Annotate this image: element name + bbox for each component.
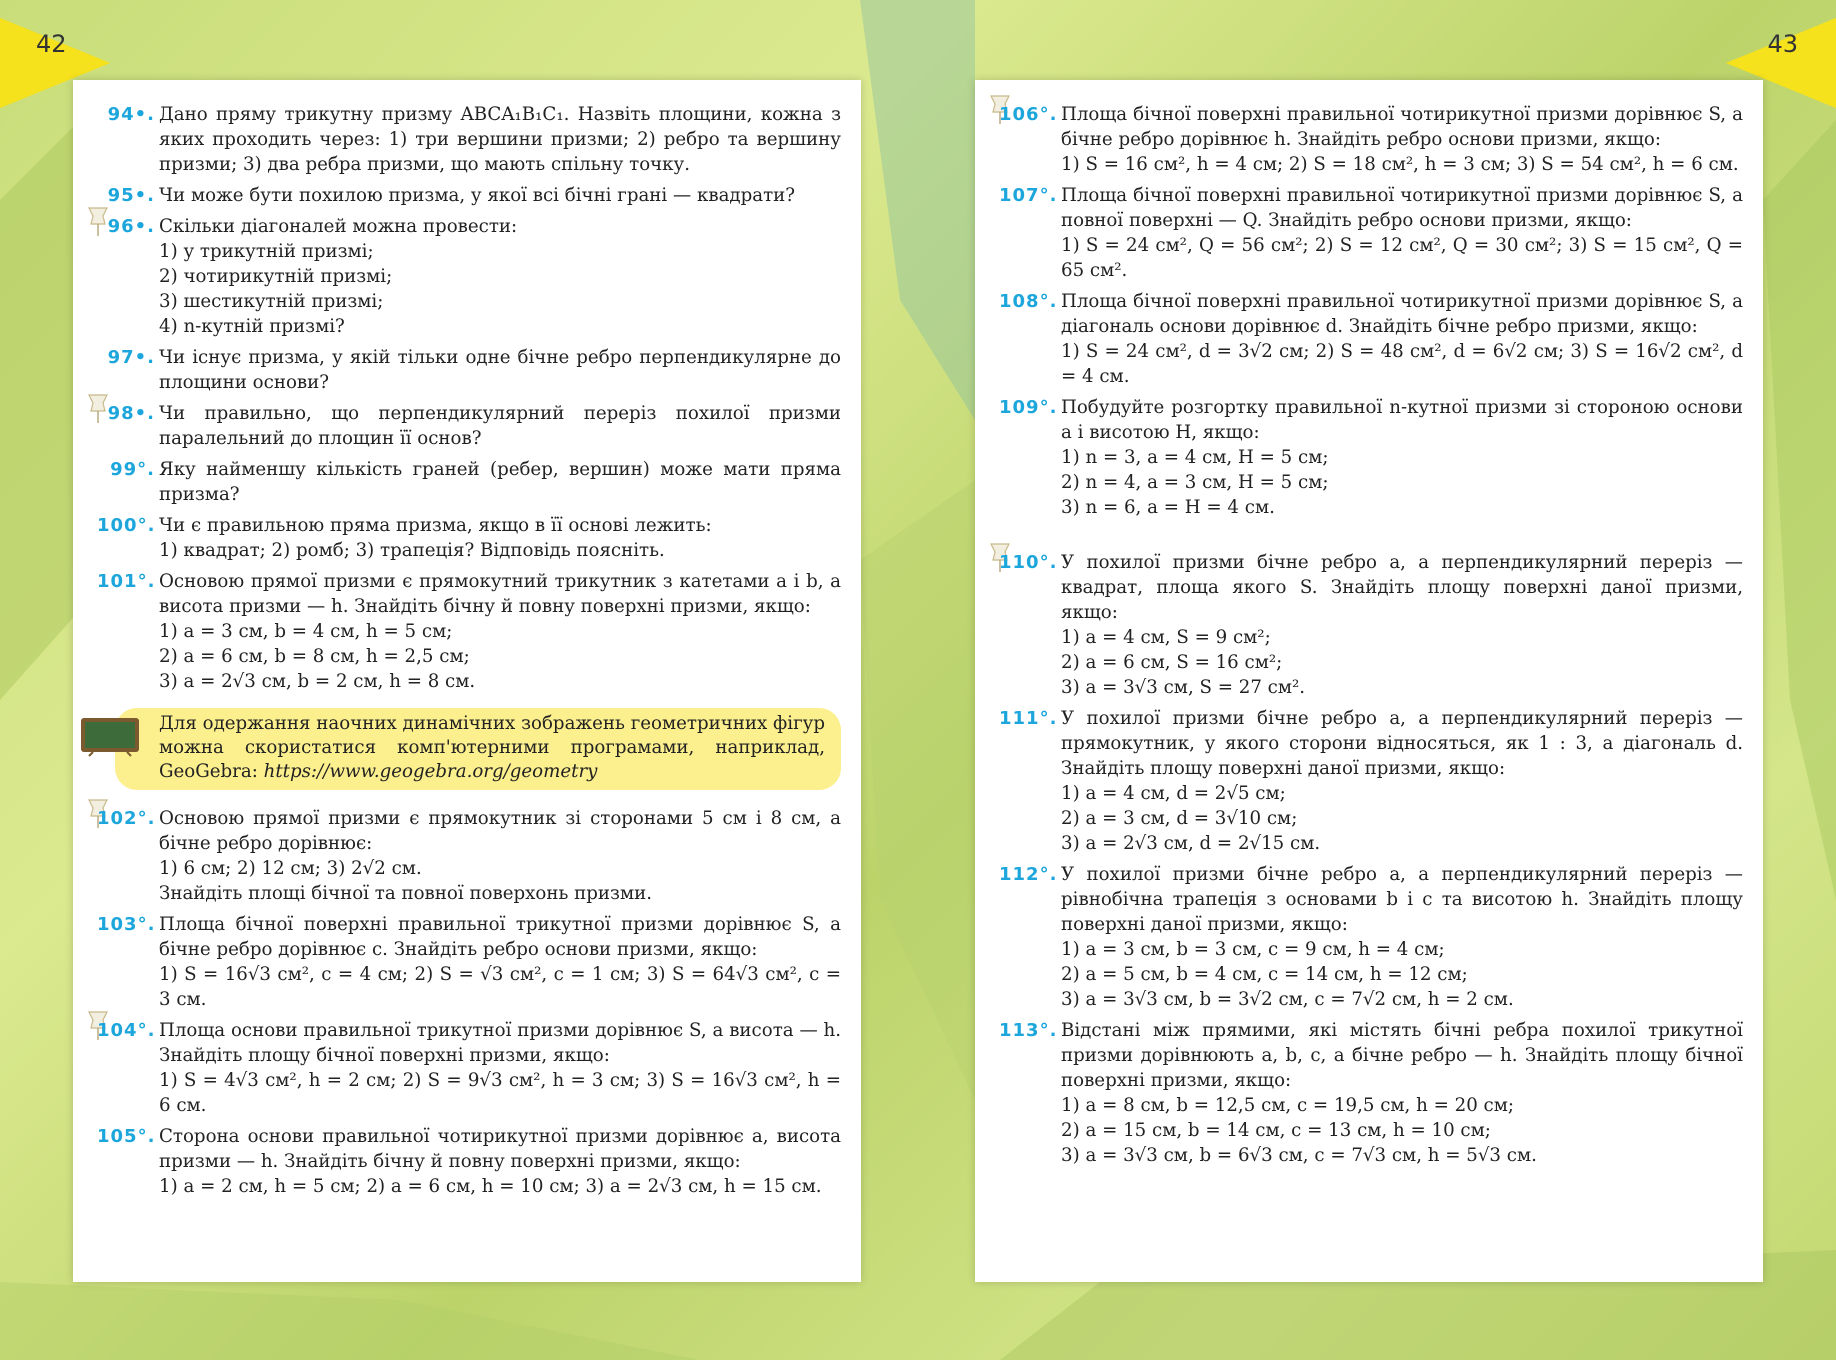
exercise-line: 2) a = 6 см, b = 8 см, h = 2,5 см; [159,646,470,667]
exercise-line: 1) a = 4 см, d = 2√5 см; [1061,783,1286,804]
exercise-number: 101°. [97,571,156,592]
exercise-number: 99°. [110,459,155,480]
exercise-94 [97,102,841,177]
exercise-98 [97,401,841,451]
exercise-line: 1) S = 16√3 см², c = 4 см; 2) S = √3 см², c = 1 см; 3) S = 64√3 см², c = 3 см. [159,964,841,1010]
exercise-number: 113°. [999,1020,1058,1041]
exercise-line: 1) a = 4 см, S = 9 см²; [1061,627,1271,648]
exercise-number: 104°. [97,1020,156,1041]
exercise-line: Чи існує призма, у якій тільки одне бічне ребро перпендикулярне до площини основи? [159,347,841,393]
exercise-104 [97,1018,841,1118]
exercise-group-2 [97,806,841,1199]
exercise-line: 1) S = 24 см², d = 3√2 см; 2) S = 48 см², d = 6√2 см; 3) S = 16√2 см², d = 4 см. [1061,341,1743,387]
exercise-101 [97,569,841,694]
exercise-line: 4) n-кутній призмі? [159,316,345,337]
exercise-number: 103°. [97,914,156,935]
exercise-111 [999,706,1743,856]
left-page [73,80,861,1282]
exercise-line: У похилої призми бічне ребро a, а перпендикулярний переріз — прямокутник, у якого сторони відносяться, як 1 : 3, а діагональ d. Знайдіть площу поверхні даної призми, якщо: [1061,708,1743,779]
exercise-line: Основою прямої призми є прямокутний трикутник з катетами a і b, а висота призми — h. Знайдіть бічну й повну поверхні призми, якщо: [159,571,841,617]
exercise-line: Чи правильно, що перпендикулярний переріз похилої призми паралельний до площин її основ? [159,403,841,449]
exercise-97 [97,345,841,395]
exercise-line: 3) a = 2√3 см, d = 2√15 см. [1061,833,1321,854]
exercise-line: 3) шестикутній призмі; [159,291,384,312]
exercise-109 [999,395,1743,520]
exercise-line: 2) a = 3 см, d = 3√10 см; [1061,808,1298,829]
exercise-line: 1) a = 8 см, b = 12,5 см, c = 19,5 см, h = 20 см; [1061,1095,1515,1116]
tip-callout [115,708,841,790]
geogebra-link[interactable]: https://www.geogebra.org/geometry [263,761,598,782]
exercise-line: 3) n = 6, a = H = 4 см. [1061,497,1275,518]
exercise-line: 1) a = 3 см, b = 3 см, c = 9 см, h = 4 см; [1061,939,1445,960]
exercise-line: 2) n = 4, a = 3 см, H = 5 см; [1061,472,1329,493]
exercise-line: У похилої призми бічне ребро a, а перпендикулярний переріз — квадрат, площа якого S. Знайдіть площу поверхні даної призми, якщо: [1061,552,1743,623]
exercise-106 [999,102,1743,177]
exercise-line: Площа бічної поверхні правильної чотирикутної призми дорівнює S, а бічне ребро дорівнює h. Знайдіть ребро основи призми, якщо: [1061,104,1743,150]
exercise-102 [97,806,841,906]
exercise-number: 107°. [999,185,1058,206]
right-page-content [999,102,1743,1174]
exercise-line: Яку найменшу кількість граней (ребер, вершин) може мати пряма призма? [159,459,841,505]
exercise-line: Знайдіть площі бічної та повної поверхонь призми. [159,883,653,904]
exercise-line: 3) a = 3√3 см, S = 27 см². [1061,677,1306,698]
exercise-group-1 [97,102,841,694]
exercise-105 [97,1124,841,1199]
exercise-line: 1) n = 3, a = 4 см, H = 5 см; [1061,447,1329,468]
exercise-112 [999,862,1743,1012]
exercise-number: 108°. [999,291,1058,312]
exercise-line: Сторона основи правильної чотирикутної призми дорівнює a, висота призми — h. Знайдіть бічну й повну поверхні призми, якщо: [159,1126,841,1172]
exercise-line: Основою прямої призми є прямокутник зі сторонами 5 см і 8 см, а бічне ребро дорівнює: [159,808,841,854]
exercise-number: 109°. [999,397,1058,418]
exercise-108 [999,289,1743,389]
exercise-number: 112°. [999,864,1058,885]
exercise-line: 1) квадрат; 2) ромб; 3) трапеція? Відповідь поясніть. [159,540,665,561]
exercise-line: 2) чотирикутній призмі; [159,266,393,287]
left-page-content [97,102,841,1205]
exercise-number: 111°. [999,708,1058,729]
page-number-left-text: 42 [36,30,67,58]
exercise-line: 1) 6 см; 2) 12 см; 3) 2√2 см. [159,858,422,879]
right-page [975,80,1763,1282]
exercise-line: 1) S = 24 см², Q = 56 см²; 2) S = 12 см², Q = 30 см²; 3) S = 15 см², Q = 65 см². [1061,235,1743,281]
exercise-number: 97•. [107,347,155,368]
exercise-line: Дано пряму трикутну призму ABCA₁B₁C₁. Назвіть площини, кожна з яких проходить через: 1) три вершини призми; 2) ребро та вершину призми; 3) два ребра призми, що мають спільну точку. [159,104,841,175]
exercise-96 [97,214,841,339]
exercise-line: 2) a = 6 см, S = 16 см²; [1061,652,1283,673]
exercise-line: Чи є правильною пряма призма, якщо в її основі лежить: [159,515,712,536]
exercise-95 [97,183,841,208]
exercise-line: Відстані між прямими, які містять бічні ребра похилої трикутної призми дорівнюють a, b, c, а бічне ребро — h. Знайдіть площу бічної поверхні призми, якщо: [1061,1020,1743,1091]
exercise-line: Площа основи правильної трикутної призми дорівнює S, а висота — h. Знайдіть площу бічної поверхні призми, якщо: [159,1020,841,1066]
exercise-110 [999,550,1743,700]
exercise-line: Площа бічної поверхні правильної чотирикутної призми дорівнює S, а повної поверхні — Q. Знайдіть ребро основи призми, якщо: [1061,185,1743,231]
exercise-line: 1) у трикутній призмі; [159,241,374,262]
exercise-line: Скільки діагоналей можна провести: [159,216,518,237]
page-number-right-text: 43 [1767,30,1798,58]
exercise-line: Побудуйте розгортку правильної n-кутної призми зі стороною основи a і висотою H, якщо: [1061,397,1743,443]
tip-text: Для одержання наочних динамічних зображень геометричних фігур можна скористатися комп'ютерними програмами, наприклад, GeoGebra: [159,713,825,782]
exercise-line: 3) a = 3√3 см, b = 6√3 см, c = 7√3 см, h = 5√3 см. [1061,1145,1537,1166]
exercise-99 [97,457,841,507]
exercise-number: 102°. [97,808,156,829]
exercise-107 [999,183,1743,283]
exercise-line: Площа бічної поверхні правильної трикутної призми дорівнює S, а бічне ребро дорівнює c. Знайдіть ребро основи призми, якщо: [159,914,841,960]
exercise-number: 110°. [999,552,1058,573]
chalkboard-icon [79,716,141,758]
exercise-line: 1) a = 3 см, b = 4 см, h = 5 см; [159,621,453,642]
exercise-line: 1) S = 4√3 см², h = 2 см; 2) S = 9√3 см², h = 3 см; 3) S = 16√3 см², h = 6 см. [159,1070,841,1116]
exercise-line: Площа бічної поверхні правильної чотирикутної призми дорівнює S, а діагональ основи дорівнює d. Знайдіть бічне ребро призми, якщо: [1061,291,1743,337]
exercise-number: 98•. [107,403,155,424]
exercise-100 [97,513,841,563]
exercise-number: 100°. [97,515,156,536]
exercise-line: У похилої призми бічне ребро a, а перпендикулярний переріз — рівнобічна трапеція з основами b і c та висотою h. Знайдіть площу поверхні даної призми, якщо: [1061,864,1743,935]
exercise-line: 3) a = 2√3 см, b = 2 см, h = 8 см. [159,671,476,692]
exercise-line: 3) a = 3√3 см, b = 3√2 см, c = 7√2 см, h = 2 см. [1061,989,1514,1010]
exercise-113 [999,1018,1743,1168]
exercise-number: 105°. [97,1126,156,1147]
exercise-number: 96•. [107,216,155,237]
exercise-line: 1) S = 16 см², h = 4 см; 2) S = 18 см², h = 3 см; 3) S = 54 см², h = 6 см. [1061,154,1739,175]
exercise-103 [97,912,841,1012]
exercise-line: Чи може бути похилою призма, у якої всі бічні грані — квадрати? [159,185,796,206]
exercise-line: 2) a = 15 см, b = 14 см, c = 13 см, h = 10 см; [1061,1120,1491,1141]
exercise-number: 94•. [107,104,155,125]
exercise-line: 2) a = 5 см, b = 4 см, c = 14 см, h = 12 см; [1061,964,1468,985]
exercise-number: 106°. [999,104,1058,125]
exercise-number: 95•. [107,185,155,206]
exercise-line: 1) a = 2 см, h = 5 см; 2) a = 6 см, h = 10 см; 3) a = 2√3 см, h = 15 см. [159,1176,822,1197]
